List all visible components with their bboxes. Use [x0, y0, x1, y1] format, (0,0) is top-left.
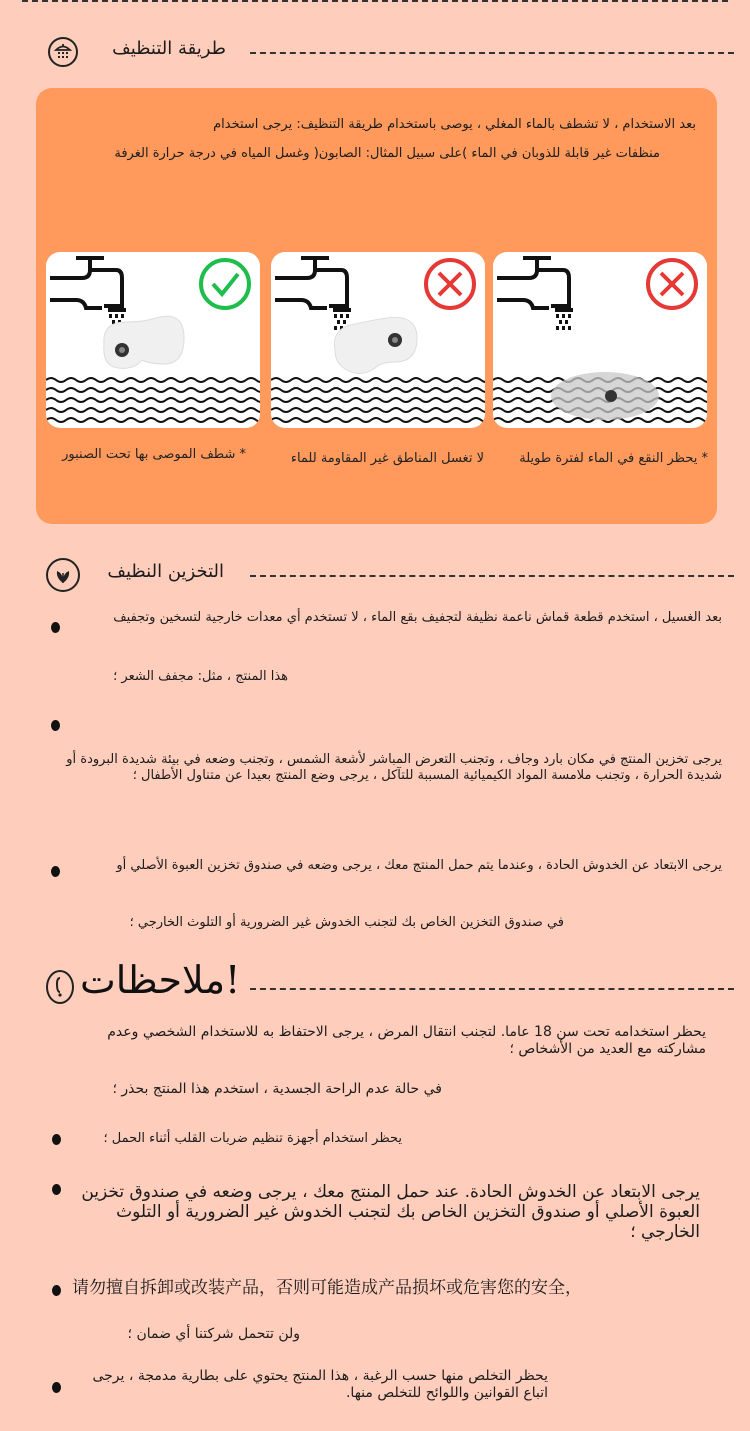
storage-bullet-3 — [51, 866, 60, 877]
panel-non-waterproof — [271, 252, 485, 428]
note-item-4: يرجى الابتعاد عن الخدوش الحادة. عند حمل المنتج معك ، يرجى وضعه في صندوق تخزين العبوة الأصلي أو صندوق التخزين الخاص بك لتجنب الخدوش غير الضرورية أو التلوث الخارجي ؛ — [81, 1182, 700, 1242]
cleaning-intro-line2: منظفات غير قابلة للذوبان في الماء )على سبيل المثال: الصابون( وغسل المياه في درجة حرارة الغرفة — [114, 146, 660, 161]
notes-title: ملاحظات! — [80, 958, 241, 1002]
storage-bullet-1 — [51, 622, 60, 633]
storage-bullet-2 — [51, 720, 60, 731]
note-item-3: يحظر استخدام أجهزة تنظيم ضربات القلب أثناء الحمل ؛ — [103, 1131, 402, 1146]
note-item-1: يحظر استخدامه تحت سن 18 عاما. لتجنب انتقال المرض ، يرجى الاحتفاظ به للاستخدام الشخصي وعدم مشاركته مع العديد من الأشخاص ؛ — [107, 1024, 706, 1057]
faucet-icon — [497, 258, 573, 310]
cleaning-intro-line1: بعد الاستخدام ، لا تشطف بالماء المغلي ، يوصى باستخدام طريقة التنظيف: يرجى استخدام — [213, 117, 696, 132]
note-bullet-4 — [52, 1184, 61, 1195]
top-divider — [22, 0, 728, 2]
panel-recommended — [46, 252, 260, 428]
water-waves — [46, 378, 260, 422]
caption-no-soaking: * يحظر النقع في الماء لفترة طويلة — [519, 451, 708, 466]
note-bullet-5 — [52, 1285, 61, 1296]
shower-icon — [48, 37, 78, 67]
storage-title: التخزين النظيف — [107, 561, 224, 582]
leaf-icon — [46, 558, 80, 592]
device-icon — [334, 317, 417, 373]
note-item-2: في حالة عدم الراحة الجسدية ، استخدم هذا المنتج بحذر ؛ — [112, 1081, 442, 1097]
storage-item-3-cont: في صندوق التخزين الخاص بك لتجنب الخدوش غير الضرورية أو التلوث الخارجي ؛ — [129, 915, 564, 930]
notes-title-divider — [250, 988, 734, 990]
water-waves — [271, 378, 485, 422]
storage-item-2: يرجى تخزين المنتج في مكان بارد وجاف ، وتجنب التعرض المباشر لأشعة الشمس ، وتجنب وضعه في بيئة شديدة البرودة أو شديدة الحرارة ، وتجنب ملامسة المواد الكيميائية المسببة للتآكل ، يرجى وضع المنتج بعيدا عن متناول الأطفال ؛ — [66, 752, 722, 783]
warning-icon — [46, 970, 74, 1004]
storage-item-1: بعد الغسيل ، استخدم قطعة قماش ناعمة نظيفة لتجفيف بقع الماء ، لا تستخدم أي معدات خارجية لتسخين وتجفيف — [113, 610, 722, 625]
device-icon — [104, 316, 184, 368]
note-item-5: 请勿擅自拆卸或改装产品，否则可能造成产品损坏或危害您的安全， — [72, 1278, 582, 1298]
storage-item-1-cont: هذا المنتج ، مثل: مجفف الشعر ؛ — [113, 669, 288, 684]
cleaning-title-divider — [250, 52, 734, 54]
panel-no-soaking — [493, 252, 707, 428]
x-icon — [648, 260, 696, 308]
caption-recommended: * شطف الموصى بها تحت الصنبور — [62, 447, 246, 462]
x-icon — [426, 260, 474, 308]
faucet-icon — [50, 258, 126, 310]
submerged-device-icon — [551, 372, 659, 420]
note-bullet-6 — [52, 1382, 61, 1393]
note-bullet-3 — [52, 1134, 61, 1145]
cleaning-title: طريقة التنظيف — [112, 38, 226, 59]
check-icon — [201, 260, 249, 308]
note-item-6: يحظر التخلص منها حسب الرغبة ، هذا المنتج يحتوي على بطارية مدمجة ، يرجى اتباع القوانين واللوائح للتخلص منها. — [92, 1368, 548, 1401]
storage-item-3: يرجى الابتعاد عن الخدوش الحادة ، وعندما يتم حمل المنتج معك ، يرجى وضعه في صندوق تخزين العبوة الأصلي أو — [116, 858, 722, 873]
note-item-5-cont: ولن تتحمل شركتنا أي ضمان ؛ — [127, 1326, 300, 1342]
storage-title-divider — [250, 575, 734, 577]
caption-non-waterproof: لا تغسل المناطق غير المقاومة للماء — [290, 451, 484, 466]
faucet-icon — [275, 258, 351, 310]
